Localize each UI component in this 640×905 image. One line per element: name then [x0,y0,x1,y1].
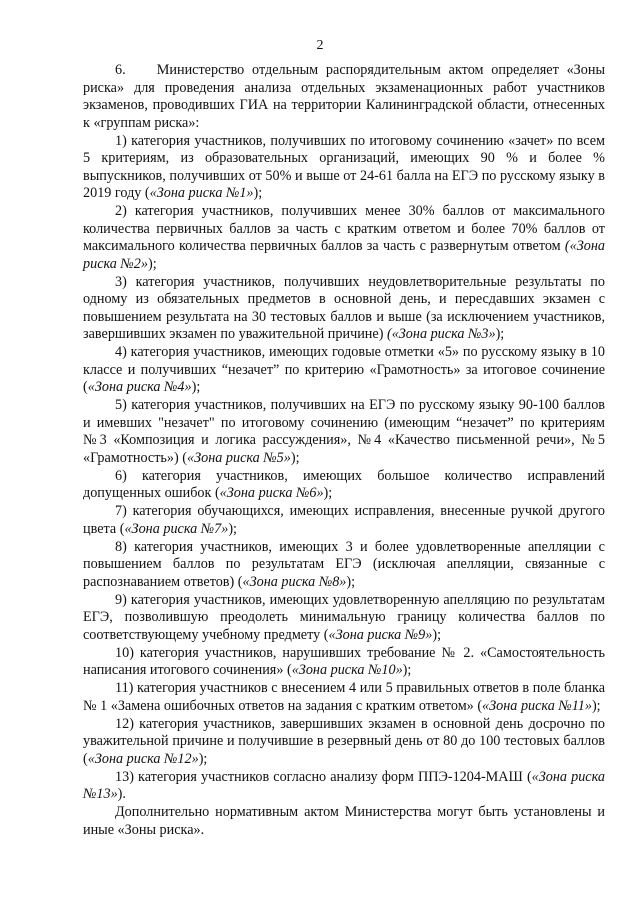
item-text: 5) категория участников, получивших на ЕГЭ по русскому языку 90-100 баллов и имевших "незачет" по итоговому сочинению (имеющим “незачет” по критериям №3 «Композиция и логика рассуждения», №4 «Качество письменной речи», №5 «Грамотность») ( [83,397,605,466]
risk-zone-label: «Зона риска №9» [328,626,433,643]
list-item-12 [83,716,605,769]
risk-zone-label: «Зона риска №12» [87,750,199,767]
paragraph-text: 6. Министерство отдельным распорядительным актом определяет «Зоны риска» для проведения анализа отдельных экзаменационных работ участников экзаменов, проводивших ГИА на территории Калининградской области, отнесенных к «группам риска»: [83,62,605,131]
risk-zone-label: «Зона риска №8» [242,573,347,590]
item-text: 8) категория участников, имеющих 3 и более удовлетворенные апелляции с повышением баллов по результатам ЕГЭ (исключая апелляции, связанные с распознаванием ответов) ( [83,538,605,590]
risk-zone-label: «Зона риска №5» [186,449,291,466]
item-text: 2) категория участников, получивших менее 30% баллов от максимального количества первичных баллов за часть с кратким ответом и более 70% баллов от максимального количества первичных баллов за часть с развернутым ответом [83,203,605,254]
risk-zone-label: «Зона риска №7» [124,520,229,537]
item-text: 11) категория участников с внесением 4 или 5 правильных ответов в поле бланка № 1 «Замена ошибочных ответов на задания с кратким ответом» ( [83,680,605,714]
list-item-1 [83,133,605,203]
item-tail: ); [147,255,157,272]
item-tail: ); [346,573,356,590]
list-item-4 [83,344,605,397]
list-item-6 [83,468,605,503]
item-text: 13) категория участников согласно анализу форм ППЭ-1204-МАШ ( [115,768,532,785]
document-body [83,62,605,839]
risk-zone-label: («Зона риска №2» [83,238,605,272]
risk-zone-label: «Зона риска №11» [482,697,592,714]
list-item-3 [83,274,605,344]
item-text: 10) категория участников, нарушивших требование № 2. «Самостоятельность написания итогового сочинения» ( [83,644,605,678]
item-text: 9) категория участников, имеющих удовлетворенную апелляцию по результатам ЕГЭ, позволившую преодолеть минимальную границу количества баллов по соответствующему учебному предмету ( [83,591,605,643]
paragraph-6-intro [83,62,605,132]
risk-zone-label: «Зона риска №4» [87,379,192,395]
risk-zone-label: «Зона риска №1» [149,185,254,201]
item-tail: ); [253,185,263,201]
item-tail: ); [191,379,201,395]
item-tail: ); [495,326,505,342]
item-tail: ); [228,520,237,537]
item-tail: ); [290,449,300,466]
risk-zone-label: («Зона риска №3» [386,326,496,342]
risk-zone-label: «Зона риска №10» [291,662,403,678]
item-tail: ); [323,485,333,501]
item-tail: ); [198,750,208,767]
item-tail: ); [432,626,442,643]
item-tail: ); [402,662,412,678]
list-item-9 [83,592,605,645]
item-text: 3) категория участников, получивших неудовлетворительные результаты по одному из обязательных предметов в основной день, и пересдавших экзамен с повышением результата на 30 тестовых баллов и выше (за исключением участников, завершивших экзамен по уважительной причине) [83,273,605,342]
list-item-5 [83,397,605,467]
item-tail: ); [591,697,601,714]
list-item-11 [83,680,605,715]
page-number: 2 [316,38,324,53]
item-text: 1) категория участников, получивших по итоговому сочинению «зачет» по всем 5 критериям, из образовательных организаций, имеющих 90 % и более % выпускников, получивших от 50% и выше от 24-61 балла на ЕГЭ по русскому языку в 2019 году ( [83,132,605,201]
risk-zone-label: «Зона риска №6» [219,485,324,501]
item-text: 12) категория участников, завершивших экзамен в основной день досрочно по уважительной причине и получившие в резервный день от 80 до 100 тестовых баллов ( [83,715,605,767]
list-item-13 [83,769,605,804]
list-item-8 [83,539,605,592]
closing-paragraph [83,804,605,839]
item-text: 4) категория участников, имеющих годовые отметки «5» по русскому языку в 10 классе и получивших “незачет” по критерию «Грамотность» за итоговое сочинение ( [83,344,605,395]
item-text: 6) категория участников, имеющих большое количество исправлений допущенных ошибок ( [83,467,605,501]
list-item-7 [83,503,605,538]
paragraph-text: Дополнительно нормативным актом Министерства могут быть установлены и иные «Зоны риска». [83,804,605,838]
risk-zone-label: «Зона риска №13» [83,768,605,802]
list-item-10 [83,645,605,680]
item-tail: ). [117,786,126,802]
item-text: 7) категория обучающихся, имеющих исправления, внесенные ручкой другого цвета ( [83,503,605,537]
list-item-2 [83,203,605,273]
